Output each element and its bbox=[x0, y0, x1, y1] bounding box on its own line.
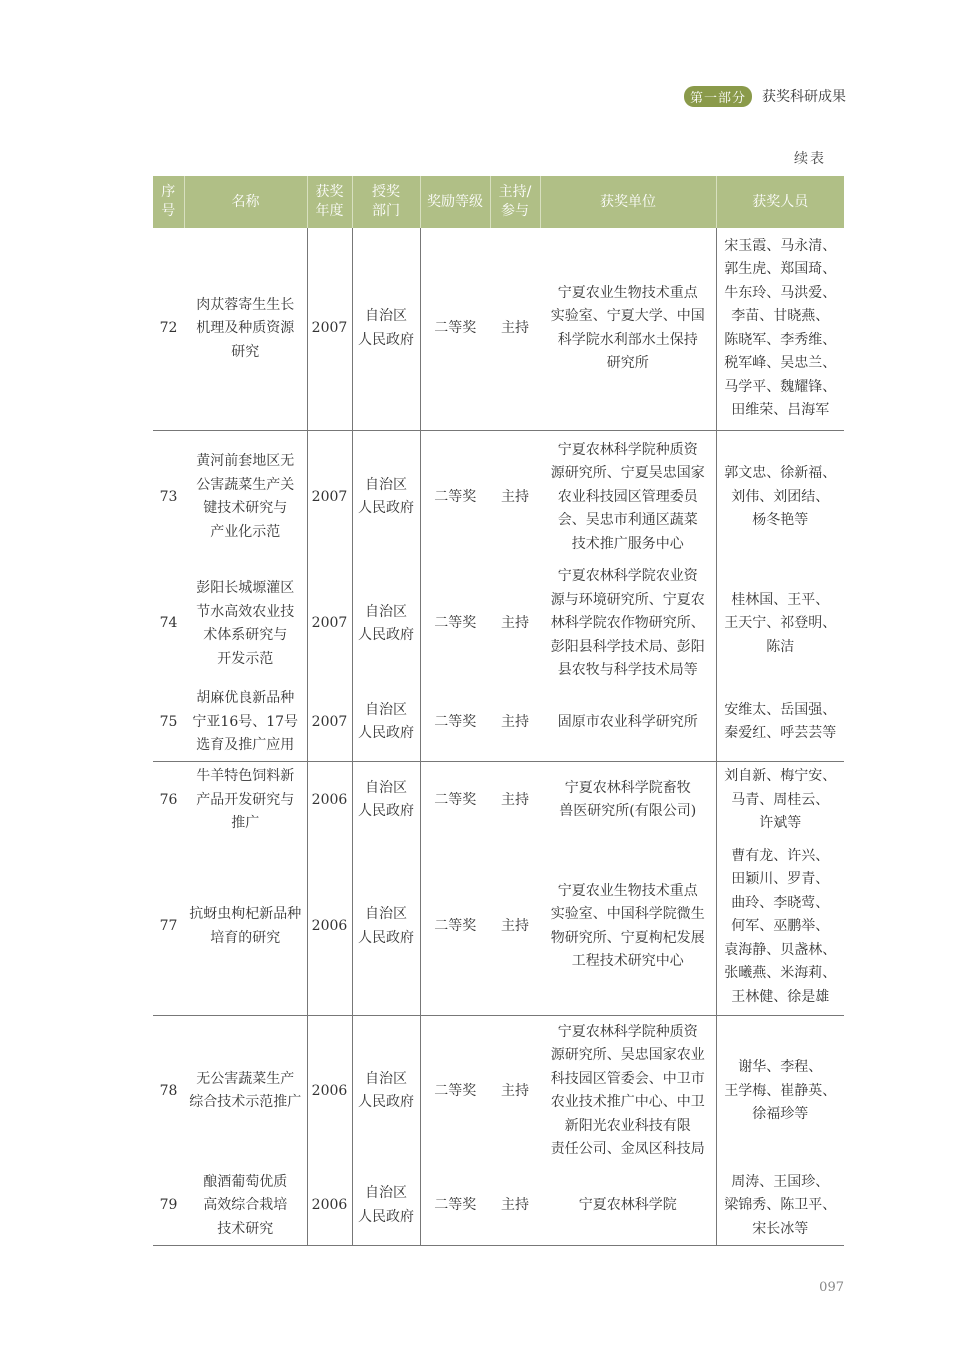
table-row bbox=[153, 228, 844, 430]
header-text: 参与 bbox=[501, 203, 529, 219]
cell-line: 张曦燕、米海莉、 bbox=[724, 965, 837, 981]
cell-line: 宁夏农林科学院种质资 bbox=[557, 441, 698, 458]
cell-people bbox=[716, 761, 844, 839]
cell-level: 二等奖 bbox=[420, 1167, 490, 1245]
header-text: 序 bbox=[161, 184, 176, 200]
cell-line: 袁海静、贝盏林、 bbox=[724, 941, 837, 958]
cell-level: 二等奖 bbox=[420, 684, 490, 761]
cell-line: 彭阳县科学技术局、彭阳 bbox=[550, 638, 705, 655]
cell-line: 县农牧与科学技术局等 bbox=[557, 662, 698, 679]
section-title: 获奖科研成果 bbox=[762, 89, 846, 105]
cell-no: 75 bbox=[153, 684, 184, 761]
cell-line: 机理及种质资源 bbox=[196, 320, 295, 336]
cell-line: 产业化示范 bbox=[210, 523, 281, 540]
cell-line: 宋玉霞、马永清、 bbox=[724, 237, 837, 254]
cell-line: 肉苁蓉寄生生长 bbox=[196, 296, 295, 313]
cell-line: 产品开发研究与 bbox=[196, 791, 295, 808]
header-text: 年度 bbox=[315, 203, 344, 219]
cell-line: 开发示范 bbox=[217, 650, 274, 667]
cell-line: 梁锦秀、陈卫平、 bbox=[724, 1197, 837, 1213]
header-text: 名称 bbox=[231, 193, 260, 210]
cell-line: 物研究所、宁夏枸杞发展 bbox=[550, 929, 705, 946]
cell-year: 2007 bbox=[307, 564, 352, 684]
header-text: 授奖 bbox=[372, 184, 400, 200]
cell-year: 2006 bbox=[307, 1015, 352, 1167]
cell-line: 源研究所、宁夏吴忠国家 bbox=[550, 465, 705, 481]
header-col-role bbox=[490, 176, 540, 228]
header-text: 部门 bbox=[372, 203, 400, 219]
cell-dept bbox=[352, 1167, 420, 1245]
cell-line: 人民政府 bbox=[358, 803, 414, 820]
table-row bbox=[153, 684, 844, 761]
cell-no: 74 bbox=[159, 615, 178, 632]
cell-line: 自治区 bbox=[365, 1185, 407, 1202]
table-row bbox=[153, 430, 844, 564]
cell-line: 刘自新、梅宁安、 bbox=[724, 768, 837, 784]
cell-year: 2007 bbox=[307, 430, 352, 564]
cell-line: 杨冬艳等 bbox=[752, 512, 809, 528]
cell-line: 人民政府 bbox=[358, 331, 414, 348]
cell-line: 秦爱红、呼芸芸等 bbox=[724, 725, 837, 742]
table-row bbox=[153, 1015, 844, 1167]
cell-name bbox=[184, 684, 307, 761]
header-text: 号 bbox=[161, 203, 176, 219]
cell-line: 林科学院农作物研究所、 bbox=[550, 615, 705, 632]
cell-line: 术体系研究与 bbox=[203, 627, 288, 643]
cell-line: 徐福珍等 bbox=[752, 1106, 809, 1122]
cell-people bbox=[716, 684, 844, 761]
cell-people bbox=[716, 1015, 844, 1167]
cell-line: 宁夏农林科学院种质资 bbox=[557, 1023, 698, 1040]
cell-line: 高效综合栽培 bbox=[203, 1197, 288, 1213]
running-header bbox=[684, 86, 846, 106]
cell-unit bbox=[540, 228, 716, 430]
awards-table bbox=[153, 176, 844, 1246]
cell-line: 曹有龙、许兴、 bbox=[731, 847, 830, 864]
cell-line: 郭生虎、郑国琦、 bbox=[724, 261, 837, 278]
continued-label: 续表 bbox=[794, 151, 826, 167]
cell-unit bbox=[540, 564, 716, 684]
cell-line: 陈洁 bbox=[766, 638, 795, 655]
cell-role: 主持 bbox=[501, 615, 529, 632]
cell-unit bbox=[540, 684, 716, 761]
cell-line: 曲玲、李晓莺、 bbox=[731, 894, 830, 911]
header-col-name bbox=[184, 176, 307, 228]
header-text: 主持/ bbox=[498, 184, 532, 200]
cell-level: 二等奖 bbox=[420, 564, 490, 684]
cell-role: 主持 bbox=[490, 1167, 540, 1245]
cell-dept bbox=[352, 228, 420, 430]
cell-name bbox=[184, 761, 307, 839]
cell-line: 研究所 bbox=[606, 355, 649, 372]
header-col-people bbox=[716, 176, 844, 228]
cell-people bbox=[716, 839, 844, 1015]
cell-role: 主持 bbox=[501, 1082, 529, 1099]
cell-level: 二等奖 bbox=[420, 1015, 490, 1167]
cell-line: 研究 bbox=[231, 343, 260, 360]
cell-line: 黄河前套地区无 bbox=[196, 453, 295, 470]
cell-name bbox=[184, 1167, 307, 1245]
cell-line: 抗蚜虫枸杞新品种 bbox=[189, 906, 302, 923]
cell-line: 王林健、徐是雄 bbox=[731, 988, 830, 1005]
cell-level: 二等奖 bbox=[420, 761, 490, 839]
header-col-dept bbox=[352, 176, 420, 228]
cell-dept bbox=[352, 839, 420, 1015]
cell-level: 二等奖 bbox=[420, 430, 490, 564]
table-body bbox=[153, 228, 844, 1245]
cell-line: 人民政府 bbox=[358, 1094, 414, 1111]
cell-line: 实验室、宁夏大学、中国 bbox=[550, 308, 705, 325]
cell-dept bbox=[352, 684, 420, 761]
cell-line: 新阳光农业科技有限 bbox=[564, 1117, 691, 1134]
cell-line: 宁夏农业生物技术重点 bbox=[557, 284, 698, 301]
cell-line: 自治区 bbox=[365, 1070, 407, 1087]
cell-line: 牛东玲、马洪爱、 bbox=[724, 284, 837, 301]
cell-line: 农业技术推广中心、中卫 bbox=[550, 1094, 705, 1111]
header-text: 获奖人员 bbox=[752, 193, 809, 210]
cell-role: 主持 bbox=[490, 228, 540, 430]
cell-line: 自治区 bbox=[365, 308, 407, 325]
cell-line: 选育及推广应用 bbox=[196, 737, 295, 753]
cell-line: 周涛、王国珍、 bbox=[731, 1173, 830, 1190]
cell-role: 主持 bbox=[501, 791, 529, 808]
cell-line: 人民政府 bbox=[358, 500, 414, 517]
table-row bbox=[153, 761, 844, 839]
cell-line: 宁夏农林科学院农业资 bbox=[557, 568, 698, 585]
cell-line: 人民政府 bbox=[358, 627, 414, 643]
cell-people bbox=[716, 564, 844, 684]
cell-year: 2007 bbox=[307, 228, 352, 430]
cell-line: 税军峰、吴忠兰、 bbox=[724, 355, 837, 372]
cell-line: 自治区 bbox=[365, 701, 407, 718]
cell-line: 桂林国、王平、 bbox=[731, 591, 830, 608]
cell-line: 何军、巫鹏举、 bbox=[731, 918, 830, 934]
cell-role: 主持 bbox=[490, 684, 540, 761]
cell-people bbox=[716, 430, 844, 564]
cell-unit bbox=[540, 761, 716, 839]
table-row bbox=[153, 564, 844, 684]
cell-line: 许斌等 bbox=[759, 815, 802, 831]
cell-no: 79 bbox=[153, 1167, 184, 1245]
cell-line: 会、吴忠市利通区蔬菜 bbox=[557, 512, 698, 528]
cell-line: 综合技术示范推广 bbox=[189, 1094, 302, 1111]
cell-line: 公害蔬菜生产关 bbox=[196, 476, 295, 493]
cell-year: 2006 bbox=[307, 839, 352, 1015]
header-col-year bbox=[307, 176, 352, 228]
cell-line: 牛羊特色饲料新 bbox=[196, 768, 295, 784]
cell-name bbox=[184, 430, 307, 564]
part-badge bbox=[684, 86, 752, 106]
cell-dept bbox=[352, 1015, 420, 1167]
cell-line: 郭文忠、徐新福、 bbox=[724, 465, 837, 481]
cell-level: 二等奖 bbox=[420, 839, 490, 1015]
cell-year: 2006 bbox=[307, 761, 352, 839]
cell-line: 自治区 bbox=[365, 906, 407, 923]
cell-line: 人民政府 bbox=[358, 1208, 414, 1225]
cell-no: 72 bbox=[153, 228, 184, 430]
cell-unit bbox=[540, 430, 716, 564]
cell-line: 酿酒葡萄优质 bbox=[203, 1173, 288, 1190]
cell-line: 人民政府 bbox=[358, 725, 414, 742]
table-row bbox=[153, 1167, 844, 1245]
cell-line: 宁亚16号、17号 bbox=[192, 713, 299, 730]
cell-line: 宁夏农业生物技术重点 bbox=[557, 882, 698, 899]
cell-line: 安维太、岳国强、 bbox=[724, 701, 837, 718]
cell-line: 技术研究 bbox=[217, 1220, 274, 1237]
cell-line: 键技术研究与 bbox=[203, 500, 288, 517]
cell-line: 宁夏农林科学院畜牧 bbox=[564, 779, 691, 796]
cell-line: 工程技术研究中心 bbox=[571, 953, 684, 970]
cell-line: 技术推广服务中心 bbox=[571, 535, 684, 552]
cell-line: 刘伟、刘团结、 bbox=[731, 488, 830, 505]
page-number: 097 bbox=[819, 1280, 844, 1295]
cell-line: 培育的研究 bbox=[210, 929, 281, 946]
cell-line: 王学梅、崔静英、 bbox=[724, 1082, 837, 1099]
cell-line: 兽医研究所(有限公司) bbox=[559, 803, 697, 820]
cell-no: 77 bbox=[153, 839, 184, 1015]
cell-year: 2007 bbox=[307, 684, 352, 761]
cell-no: 73 bbox=[159, 488, 178, 505]
cell-dept bbox=[352, 564, 420, 684]
cell-line: 田维荣、吕海军 bbox=[731, 402, 830, 419]
cell-line: 源与环境研究所、宁夏农 bbox=[550, 591, 705, 608]
cell-people bbox=[716, 1167, 844, 1245]
part-label: 第一部分 bbox=[684, 86, 752, 107]
cell-people bbox=[716, 228, 844, 430]
cell-line: 人民政府 bbox=[358, 929, 414, 946]
header-text: 获奖 bbox=[315, 184, 344, 200]
header-col-level bbox=[420, 176, 490, 228]
cell-unit bbox=[540, 839, 716, 1015]
cell-name bbox=[184, 228, 307, 430]
cell-line: 马青、周桂云、 bbox=[731, 791, 830, 808]
cell-line: 科学院水利部水土保持 bbox=[557, 331, 698, 348]
cell-unit bbox=[540, 1167, 716, 1245]
cell-line: 谢华、李程、 bbox=[738, 1059, 823, 1075]
cell-name bbox=[184, 564, 307, 684]
cell-line: 李苗、甘晓燕、 bbox=[731, 308, 830, 325]
cell-line: 彭阳长城塬灌区 bbox=[196, 580, 295, 596]
cell-no: 78 bbox=[159, 1082, 178, 1099]
cell-name bbox=[184, 839, 307, 1015]
cell-line: 源研究所、吴忠国家农业 bbox=[550, 1047, 705, 1064]
cell-line: 宋长冰等 bbox=[752, 1220, 809, 1237]
cell-no: 76 bbox=[159, 791, 178, 808]
cell-line: 田颖川、罗青、 bbox=[731, 871, 830, 887]
cell-level: 二等奖 bbox=[420, 228, 490, 430]
cell-line: 陈晓军、李秀维、 bbox=[724, 331, 837, 348]
cell-line: 王天宁、祁登明、 bbox=[724, 615, 837, 632]
cell-line: 胡麻优良新品种 bbox=[196, 690, 295, 706]
cell-unit bbox=[540, 1015, 716, 1167]
cell-year: 2006 bbox=[307, 1167, 352, 1245]
cell-line: 固原市农业科学研究所 bbox=[557, 713, 698, 730]
cell-name bbox=[184, 1015, 307, 1167]
table-row bbox=[153, 839, 844, 1015]
cell-dept bbox=[352, 430, 420, 564]
cell-line: 科技园区管委会、中卫市 bbox=[550, 1070, 705, 1087]
cell-role: 主持 bbox=[490, 839, 540, 1015]
cell-line: 自治区 bbox=[365, 779, 407, 796]
cell-dept bbox=[352, 761, 420, 839]
cell-line: 节水高效农业技 bbox=[196, 603, 295, 620]
header-row bbox=[153, 176, 844, 228]
header-col-unit bbox=[540, 176, 716, 228]
header-text: 奖励等级 bbox=[427, 193, 483, 210]
cell-line: 自治区 bbox=[365, 476, 407, 493]
cell-line: 农业科技园区管理委员 bbox=[557, 488, 698, 505]
header-col-no bbox=[153, 176, 184, 228]
cell-line: 责任公司、金凤区科技局 bbox=[550, 1141, 705, 1158]
cell-line: 宁夏农林科学院 bbox=[578, 1197, 677, 1213]
cell-line: 实验室、中国科学院微生 bbox=[550, 906, 705, 923]
header-text: 获奖单位 bbox=[600, 193, 656, 210]
cell-role: 主持 bbox=[501, 488, 529, 505]
cell-line: 自治区 bbox=[365, 603, 407, 620]
cell-line: 推广 bbox=[231, 815, 260, 831]
cell-line: 无公害蔬菜生产 bbox=[196, 1070, 295, 1087]
cell-line: 马学平、魏耀锋、 bbox=[724, 378, 837, 395]
